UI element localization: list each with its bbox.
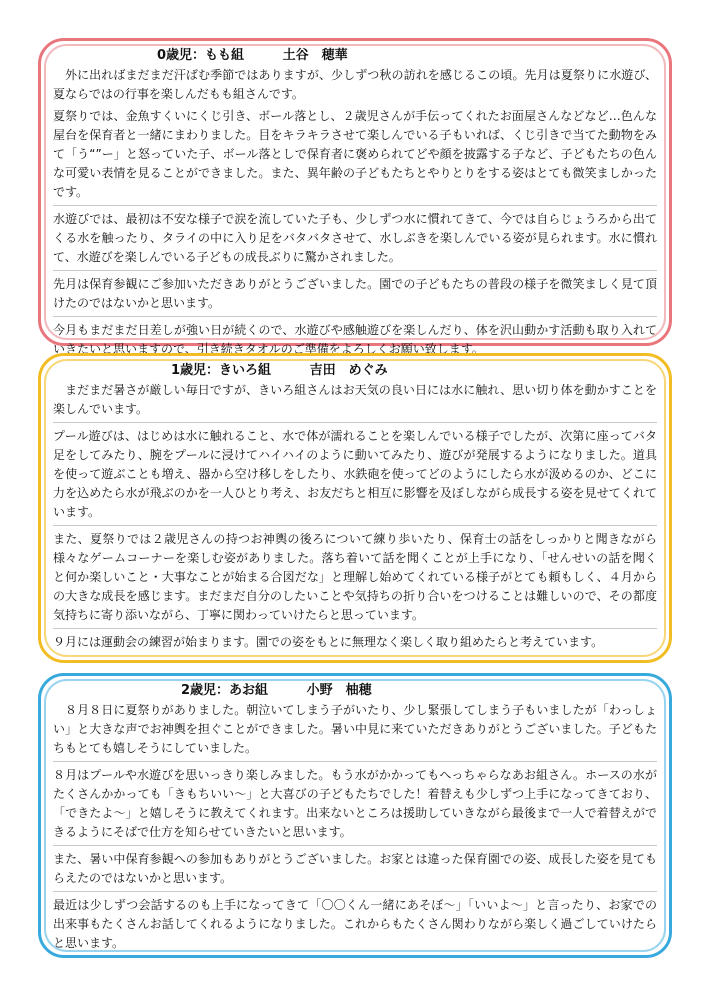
paragraph: 水遊びでは、最初は不安な様子で涙を流していた子も、少しずつ水に慣れてきて、今では自らじょうろから出てくる水を触ったり、タライの中に入り足をバタバタさせて、水しぶきを楽しんでいる姿が見られます。水に慣れて、水遊びを楽しんでいる子どもの成長ぶりに驚かされました。 [53,210,657,271]
paragraph: 先月は保育参観にご参加いただきありがとうございました。園での子どもたちの普段の様子を微笑ましく見て頂けたのではないかと思います。 [53,275,657,317]
momo-class-section [38,38,672,356]
class-name: 1歳児：きいろ組 [171,363,272,378]
paragraph: プール遊びは、はじめは水に触れること、水で体が濡れることを楽しんでいる様子でしたが、次第に座ってバタ足をしてみたり、腕をプールに浸けてハイハイのように動いてみたり、遊びが発展するようになりました。道具を使って遊ぶことも増え、器から空け移しをしたり、水鉄砲を使ってどのようにしたら水が汲めるのか、どこに力を込めたら水が飛ぶのかを一人ひとり考え、お友だちと相互に影響を及ぼしながら成長する姿を見せてくれています。 [53,427,657,526]
teacher-name: 小野 柚穂 [306,683,372,698]
paragraph: 今月もまだまだ日差しが強い日が続くので、水遊びや感触遊びを楽しんだり、体を沢山動かす活動も取り入れていきたいと思いますので、引き続きタオルのご準備をよろしくお願い致します。 [53,323,657,356]
class-name: 0歳児：もも組 [157,48,245,63]
paragraph: ８月はプールや水遊びを思いっきり楽しみました。もう水がかかってもへっちゃらなあお組さん。ホースの水がたくさんかかっても「きもちいい～」と大喜びの子どもたちでした！着替えも少しずつ上手になってきており、「できたよ～」と嬉しそうに教えてくれます。出来ないところは援助していきながら最後まで一人で着替えができるようにそばで仕方を知らせていきたいと思います。 [53,766,657,846]
paragraph: 外に出ればまだまだ汗ばむ季節ではありますが、少しずつ秋の訪れを感じるこの頃。先月は夏祭りに水遊び、夏ならではの行事を楽しんだもも組さんです。 [53,68,657,101]
section-header [53,682,657,699]
paragraph: まだまだ暑さが厳しい毎日ですが、きいろ組さんはお天気の良い日には水に触れ、思い切り体を動かすことを楽しんでいます。 [53,381,657,423]
paragraph: また、夏祭りでは２歳児さんの持つお神輿の後ろについて練り歩いたり、保育士の話をしっかりと聞きながら様々なゲームコーナーを楽しむ姿がありました。落ち着いて話を聞くことが上手になり、「せんせいの話を聞くと何か楽しいこと・大事なことが始まる合図だな」と理解し始めてくれている様子がとても頼もしく、４月からの大きな成長を感じます。まだまだ自分のしたいことや気持ちの折り合いをつけることは難しいので、その都度気持ちに寄り添いながら、丁寧に関わっていけたらと思っています。 [53,530,657,629]
section-header [53,362,657,379]
ao-class-section [38,673,672,958]
section-header [53,47,657,64]
class-name: 2歳児：あお組 [181,683,269,698]
kiiro-class-section [38,353,672,663]
paragraph: ９月には運動会の練習が始まります。園での姿をもとに無理なく楽しく取り組めたらと考えています。 [53,635,604,649]
paragraph: 夏祭りでは、金魚すくいにくじ引き、ボール落とし、２歳児さんが手伝ってくれたお面屋さんなどなど…色んな屋台を保育者と一緒にまわりました。目をキラキラさせて楽しんでいる子もいれば、くじ引きで当てた動物をみて「う“”ー」と怒っていた子、ボール落としで保育者に褒められてどや顔を披露する子など、子どもたちの色んな可愛い表情を見ることができました。また、異年齢の子どもたちとやりとりをする姿はとても微笑ましかったです。 [53,107,657,206]
paragraph: ８月８日に夏祭りがありました。朝泣いてしまう子がいたり、少し緊張してしまう子もいましたが「わっしょい」と大きな声でお神輿を担ぐことができました。暑い中見に来ていただきありがとうございました。子どもたちもとても嬉しそうにしていました。 [53,701,657,762]
paragraph: また、暑い中保育参観への参加もありがとうございました。お家とは違った保育園での姿、成長した姿を見てもらえたのではないかと思います。 [53,850,657,892]
teacher-name: 吉田 めぐみ [309,363,388,378]
teacher-name: 土谷 穂華 [282,48,348,63]
paragraph: 最近は少しずつ会話するのも上手になってきて「〇〇くん一緒にあそぼ～」「いいよ～」と言ったり、お家での出来事もたくさんお話してくれるようになりました。これからもたくさん関わりながら楽しく過ごしていけたらと思います。 [53,898,657,950]
